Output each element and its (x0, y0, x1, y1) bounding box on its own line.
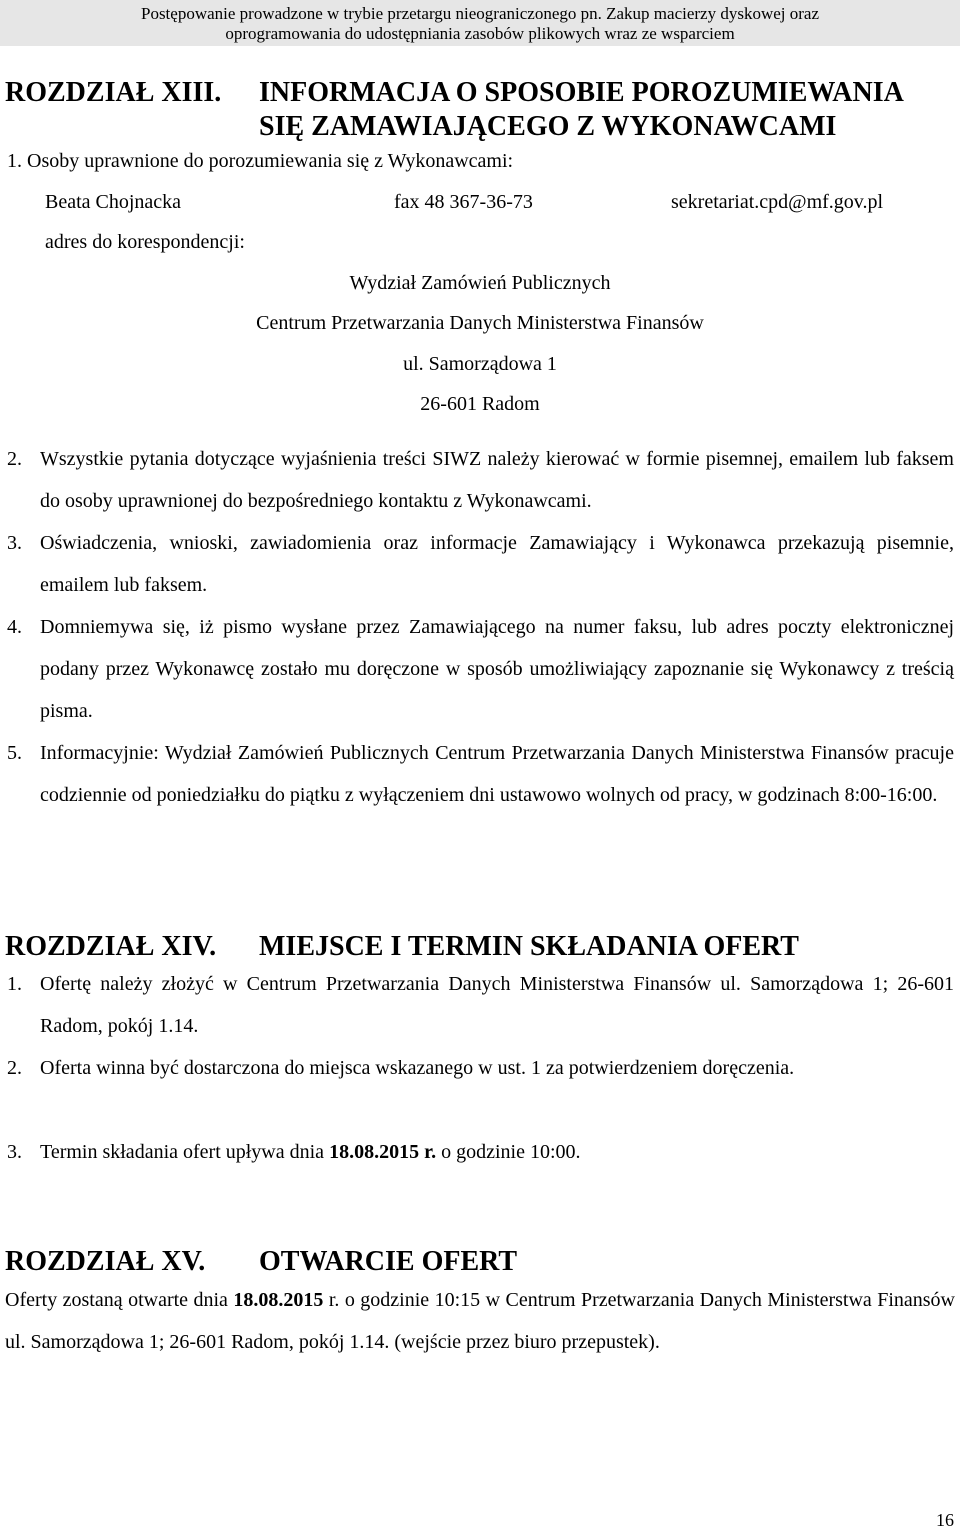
chapter-15-heading (5, 1245, 517, 1279)
address-line-1: Wydział Zamówień Publicznych (349, 272, 611, 294)
address-line-2: Centrum Przetwarzania Danych Ministerstwa Finansów (256, 312, 704, 334)
chapter-14-heading (5, 930, 799, 964)
ch14-item-3-number: 3. (7, 1141, 22, 1163)
ch15-text-c: r. o godzinie 10:15 w Centrum Przetwarzania Danych Ministerstwa Finansów ul. Samorządowa 1; 26-601 Radom, pokój 1.14. (wejście przez biuro przepustek). (5, 1289, 956, 1353)
ch13-item-2 (7, 438, 954, 522)
ch13-item-1: 1. Osoby uprawnione do porozumiewania się z Wykonawcami: (7, 150, 514, 172)
ch13-item-3 (7, 522, 954, 606)
ch13-item-5-number: 5. (7, 742, 22, 764)
chapter-14-number: ROZDZIAŁ XIV. (5, 931, 217, 962)
ch14-item-1 (7, 963, 954, 1047)
ch13-item-2-text: Wszystkie pytania dotyczące wyjaśnienia treści SIWZ należy kierować w formie pisemnej, emailem lub faksem do osoby uprawnionej do bezpośredniego kontaktu z Wykonawcami. (40, 448, 954, 512)
ch14-item-2-number: 2. (7, 1057, 22, 1079)
ch14-item-2-text: Oferta winna być dostarczona do miejsca wskazanego w ust. 1 za potwierdzeniem doręczenia. (40, 1057, 795, 1079)
ch13-item-4-text: Domniemywa się, iż pismo wysłane przez Zamawiającego na numer faksu, lub adres poczty elektronicznej podany przez Wykonawcę zostało mu doręczone w sposób umożliwiający zapoznanie się Wykonawcy z treścią pisma. (40, 616, 954, 722)
chapter-14-title: MIEJSCE I TERMIN SKŁADANIA OFERT (259, 931, 799, 962)
ch14-item-2 (7, 1047, 954, 1089)
ch15-paragraph (5, 1279, 955, 1363)
ch14-item-3 (7, 1131, 954, 1173)
ch13-item-4-number: 4. (7, 616, 22, 638)
header-line-2: oprogramowania do udostępniania zasobów plikowych wraz ze wsparciem (225, 24, 735, 43)
ch13-item-3-number: 3. (7, 532, 22, 554)
address-label: adres do korespondencji: (45, 231, 245, 253)
ch13-item-5 (7, 732, 954, 816)
ch15-text-a: Oferty zostaną otwarte dnia (5, 1289, 234, 1311)
chapter-13-number: ROZDZIAŁ XIII. (5, 77, 222, 108)
chapter-13-title-line-1: INFORMACJA O SPOSOBIE POROZUMIEWANIA (259, 77, 904, 108)
ch13-item-2-number: 2. (7, 448, 22, 470)
ch14-item-1-number: 1. (7, 973, 22, 995)
ch14-item-3-date: 18.08.2015 r. (329, 1141, 437, 1163)
address-line-3: ul. Samorządowa 1 (403, 353, 557, 375)
chapter-15-number: ROZDZIAŁ XV. (5, 1246, 206, 1277)
page-header (0, 0, 960, 46)
contact-name: Beata Chojnacka (45, 191, 182, 213)
ch13-item-3-text: Oświadczenia, wnioski, zawiadomienia oraz informacje Zamawiający i Wykonawca przekazują pisemnie, emailem lub faksem. (40, 532, 954, 596)
ch13-item-5-text: Informacyjnie: Wydział Zamówień Publicznych Centrum Przetwarzania Danych Ministerstwa Finansów pracuje codziennie od poniedziałku do piątku z wyłączeniem dni ustawowo wolnych od pracy, w godzinach 8:00-16:00. (40, 742, 954, 806)
chapter-15-title: OTWARCIE OFERT (259, 1246, 518, 1277)
chapter-13-title-line-2: SIĘ ZAMAWIAJĄCEGO Z WYKONAWCAMI (259, 111, 837, 142)
header-line-1: Postępowanie prowadzone w trybie przetargu nieograniczonego pn. Zakup macierzy dyskowej oraz (140, 4, 820, 23)
ch14-item-3-text-a: Termin składania ofert upływa dnia (40, 1141, 330, 1163)
chapter-13-heading (5, 76, 904, 142)
ch15-date: 18.08.2015 (233, 1289, 324, 1311)
ch14-item-3-text-c: o godzinie 10:00. (436, 1141, 581, 1163)
ch14-item-1-text: Ofertę należy złożyć w Centrum Przetwarzania Danych Ministerstwa Finansów ul. Samorządowa 1; 26-601 Radom, pokój 1.14. (40, 973, 954, 1037)
address-line-4: 26-601 Radom (420, 393, 540, 415)
contact-email: sekretariat.cpd@mf.gov.pl (671, 191, 884, 213)
page-number: 16 (936, 1510, 954, 1530)
ch13-item-4 (7, 606, 954, 732)
contact-fax: fax 48 367-36-73 (394, 191, 533, 213)
